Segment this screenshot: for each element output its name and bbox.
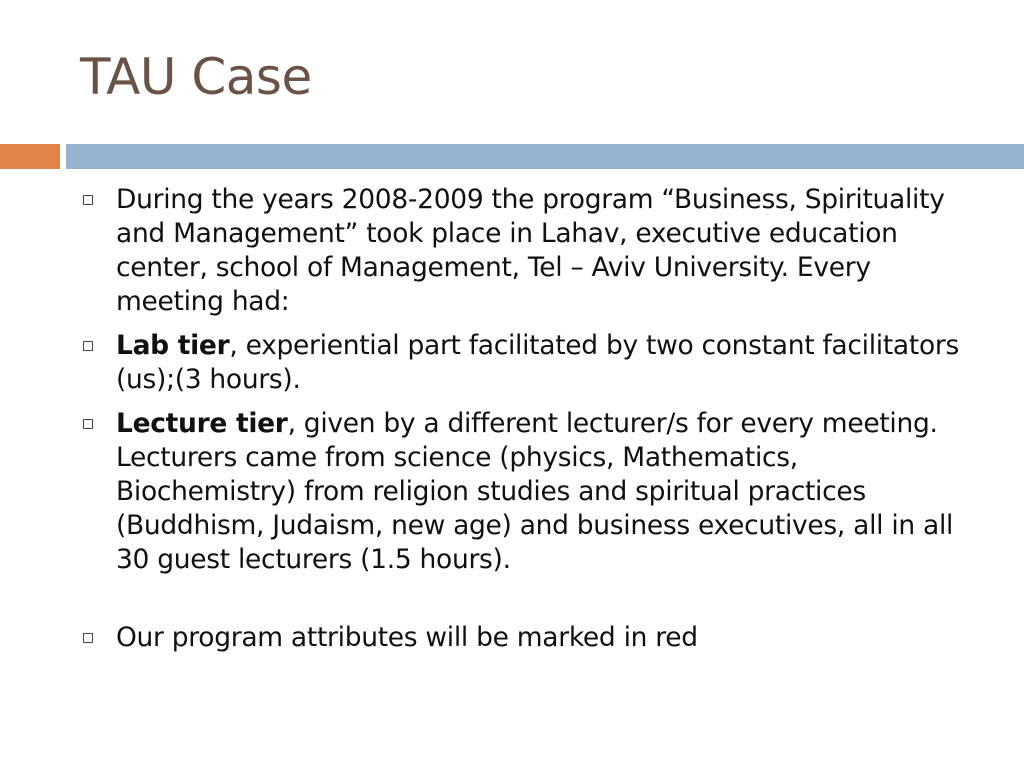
square-bullet-icon bbox=[83, 419, 93, 429]
bullet-item-lecture-tier bbox=[76, 407, 976, 577]
square-bullet-icon bbox=[83, 195, 93, 205]
bullet-text: Our program attributes will be marked in red bbox=[116, 622, 698, 653]
bullet-text: , experiential part facilitated by two constant facilitators (us);(3 hours). bbox=[116, 330, 959, 395]
bullet-item-program bbox=[76, 183, 976, 319]
square-bullet-icon bbox=[83, 341, 93, 351]
bullet-item-attributes bbox=[76, 621, 976, 655]
bullet-item-lab-tier bbox=[76, 329, 976, 397]
accent-bar-orange bbox=[0, 144, 60, 169]
bullet-text: During the years 2008-2009 the program “Business, Spirituality and Management” took place in Lahav, executive education center, school of Management, Tel – Aviv University. Every meeting had: bbox=[116, 184, 945, 317]
bullet-bold-label: Lab tier bbox=[116, 330, 230, 361]
bullet-bold-label: Lecture tier bbox=[116, 408, 288, 439]
accent-bar-blue bbox=[66, 144, 1024, 169]
slide-title: TAU Case bbox=[80, 48, 312, 106]
square-bullet-icon bbox=[83, 633, 93, 643]
bullet-list bbox=[76, 183, 976, 665]
bullet-text: , given by a different lecturer/s for every meeting. Lecturers came from science (physics, Mathematics, Biochemistry) from religion studies and spiritual practices (Buddhism, Judaism, new age) and business executives, all in all 30 guest lecturers (1.5 hours). bbox=[116, 408, 954, 575]
